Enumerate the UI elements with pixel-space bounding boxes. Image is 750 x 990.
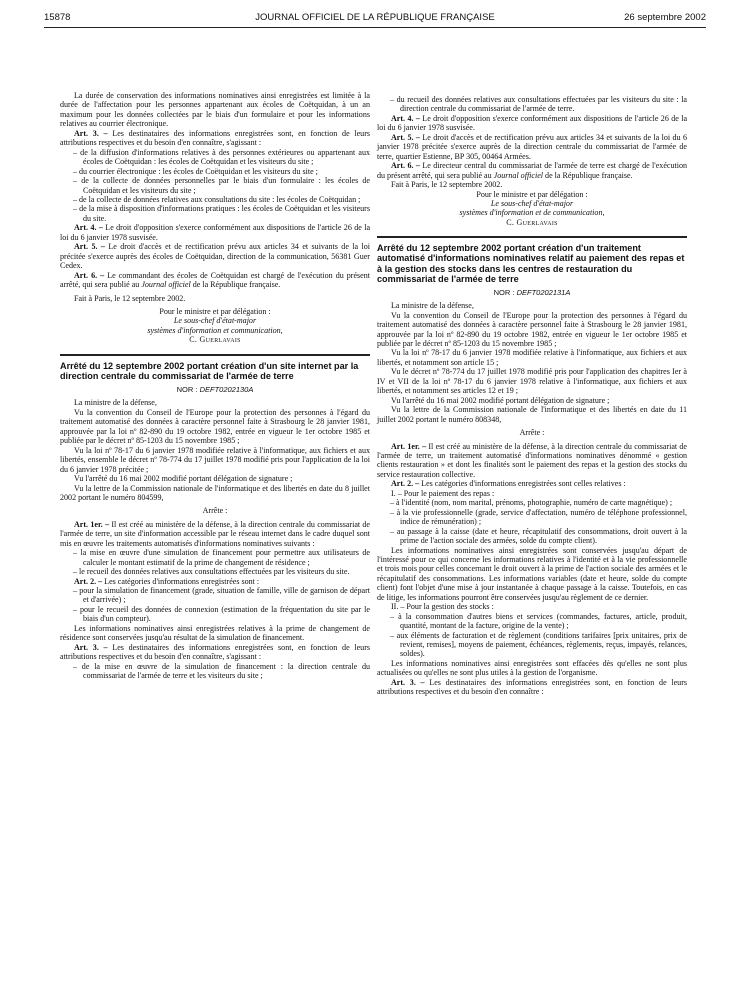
visa: Vu la lettre de la Commission nationale de l'informatique et des libertés en date du 8 juillet 2002 portant le numéro 804599, (60, 483, 370, 502)
list-item: – de la mise en œuvre de la simulation de financement : la direction centrale du commissariat de l'armée de terre et les visiteurs du site ; (73, 661, 370, 681)
article: Art. 5. – Le droit d'accès et de rectification prévu aux articles 34 et suivants de la loi précitée s'exerce auprès des écoles de Coëtquidan, direction de la communication, 56381 Guer Cedex. (60, 242, 370, 271)
decree-title: Arrêté du 12 septembre 2002 portant création d'un site internet par la direction centrale du commissariat de l'armée de terre (60, 360, 359, 381)
list-item: – du recueil des données relatives aux consultations effectuées par les visiteurs du site : la direction centrale du commissariat de l'armée de terre. (390, 95, 687, 114)
list-item: – de la diffusion d'informations relatives à des personnes extérieures ou appartenant aux écoles de Coëtquidan : les écoles de Coëtquidan et les visiteurs du site ; (73, 147, 370, 167)
article: Art. 1er. – Il est créé au ministère de la défense, à la direction centrale du commissariat de l'armée de terre, un site d'information accessible par le réseau internet dans le cadre duquel sont mis en œuvre les traitements automatisés d'informations nominatives suivants : (60, 519, 370, 548)
done-line: Fait à Paris, le 12 septembre 2002. (74, 293, 186, 303)
subsection: II. – Pour la gestion des stocks : (391, 602, 494, 612)
list-item: – pour la simulation de financement (grade, situation de famille, ville de garnison de départ et d'arrivée) ; (73, 586, 370, 605)
journal-title: JOURNAL OFFICIEL DE LA RÉPUBLIQUE FRANÇAISE (255, 12, 495, 23)
left-column (60, 91, 370, 681)
article: Art. 3. – Les destinataires des informations enregistrées sont, en fonction de leurs attributions respectives et du besoin d'en connaître : (377, 677, 688, 697)
list-item: – à la consommation d'autres biens et services (commandes, factures, article, produit, quantité, montant de la facture, origine de la vente) ; (390, 611, 687, 631)
list-item: – de la collecte de données relatives aux consultations du site : les écoles de Coëtquidan ; (73, 194, 361, 204)
list-item: – la mise en œuvre d'une simulation de financement pour permettre aux utilisateurs de calculer le montant estimatif de la prime de changement de résidence ; (73, 548, 370, 567)
paragraph: La durée de conservation des informations nominatives ainsi enregistrées est limitée à la durée de l'affectation pour les personnes appartenant aux écoles de Coëtquidan, à un an maximum pour les données collectées par le biais d'un formulaire et pour les informations relatives au courrier électronique. (60, 91, 370, 129)
minister-line: La ministre de la défense, (391, 301, 474, 311)
visa: Vu l'arrêté du 16 mai 2002 modifié portant délégation de signature ; (74, 474, 293, 484)
article: Art. 1er. – Il est créé au ministère de la défense, à la direction centrale du commissariat de l'armée de terre, un traitement automatisé d'informations nominatives dénommé « gestion clients restauration » et dont les finalités sont le paiement des repas et la gestion des stocks du service restauration collective. (377, 441, 687, 479)
decree-title: Arrêté du 12 septembre 2002 portant création d'un traitement automatisé d'informations nominatives relatif au paiement des repas et à la gestion des stocks dans les centres de restauration du commissariat de l'armée de terre (377, 243, 685, 284)
article: Art. 2. – Les catégories d'informations enregistrées sont celles relatives : (391, 479, 626, 489)
article: Art. 4. – Le droit d'opposition s'exerce conformément aux dispositions de l'article 26 de la loi du 6 janvier 1978 susvisée. (60, 223, 371, 242)
list-item: – de la collecte de données personnelles par le biais d'un formulaire : les écoles de Coëtquidan et les visiteurs du site ; (73, 176, 370, 195)
visa: Vu la loi nº 78-17 du 6 janvier 1978 modifiée relative à l'informatique, aux fichiers et aux libertés, ensemble le décret nº 78-774 du 17 juillet 1978 modifié pris pour l'application de la loi du 6 janvier 1978 précitée ; (60, 445, 370, 474)
article: Art. 6. – Le directeur central du commissariat de l'armée de terre est chargé de l'exécution du présent arrêté, qui sera publié au Journal officiel de la République française. (377, 161, 688, 180)
signature-block: Pour le ministre et par délégation : Le sous-chef d'état-major systèmes d'information et de communication, C. Guerlavais (459, 189, 605, 227)
section-rule (377, 236, 687, 238)
list-item: – de la mise à disposition d'informations pratiques : les écoles de Coëtquidan et les visiteurs du site. (73, 204, 370, 223)
paragraph: Les informations nominatives ainsi enregistrées relatives à la prime de changement de résidence sont conservées jusqu'au résultat de la simulation de financement. (60, 623, 370, 643)
right-column (377, 95, 687, 697)
header-rule (44, 27, 706, 28)
arrete-label: Arrête : (519, 428, 545, 438)
article: Art. 6. – Le commandant des écoles de Coëtquidan est chargé de l'exécution du présent arrêté, qui sera publié au Journal officiel de la République française. (60, 270, 370, 290)
visa: Vu la lettre de la Commission nationale de l'informatique et des libertés en date du 11 juillet 2002 portant le numéro 808348, (377, 405, 687, 424)
list-item: – du courrier électronique : les écoles de Coëtquidan et les visiteurs du site ; (73, 166, 318, 176)
arrete-label: Arrête : (202, 506, 228, 516)
nor-reference: NOR : DEFT0202130A (176, 384, 254, 394)
section-rule (60, 354, 370, 356)
subsection: I. – Pour le paiement des repas : (391, 488, 495, 498)
list-item: – au passage à la caisse (date et heure, récapitulatif des consommations, droit ouvert à la prime de l'action sociale des armées, solde du compte client). (390, 526, 687, 546)
visa: Vu l'arrêté du 16 mai 2002 modifié portant délégation de signature ; (391, 395, 610, 405)
nor-reference: NOR : DEFT0202131A (493, 287, 571, 297)
article: Art. 5. – Le droit d'accès et de rectification prévu aux articles 34 et suivants de la loi du 6 janvier 1978 précitée s'exerce auprès de la direction centrale du commissariat de l'armée de terre, quartier Estienne, BP 305, 00464 Armées. (377, 132, 687, 161)
visa: Vu la loi nº 78-17 du 6 janvier 1978 modifiée relative à l'informatique, aux fichiers et aux libertés, et notamment son article 15 ; (377, 348, 687, 367)
issue-date: 26 septembre 2002 (624, 12, 706, 23)
signature-block: Pour le ministre et par délégation : Le sous-chef d'état-major systèmes d'information et communication, C. Guerlavais (147, 306, 283, 345)
list-item: – le recueil des données relatives aux consultations effectuées par les visiteurs du site. (73, 567, 350, 577)
visa: Vu le décret nº 78-774 du 17 juillet 1978 modifié pris pour l'application des chapitres Ier à IV et VII de la loi nº 78-17 du 6 janvier 1978 relative à l'informatique, aux fichiers et aux libertés, et notamment ses articles 12 et 19 ; (377, 367, 687, 396)
page-header (44, 12, 706, 26)
article: Art. 2. – Les catégories d'informations enregistrées sont : (74, 576, 260, 586)
article: Art. 3. – Les destinataires des informations enregistrées sont, en fonction de leurs attributions respectives et du besoin d'en connaître, s'agissant : (60, 642, 371, 662)
list-item: – aux éléments de facturation et de règlement (conditions tarifaires [prix unitaires, prix de revient, remises], moyens de paiement, échéances, règlements, reçus, impayés, relances, soldes). (390, 630, 687, 659)
minister-line: La ministre de la défense, (74, 398, 157, 408)
article: Art. 4. – Le droit d'opposition s'exerce conformément aux dispositions de l'article 26 de la loi du 6 janvier 1978 susvisée. (377, 113, 688, 133)
list-item: – à l'identité (nom, nom marital, prénoms, photographie, numéro de carte magnétique) ; (390, 498, 673, 508)
visa: Vu la convention du Conseil de l'Europe pour la protection des personnes à l'égard du traitement automatisé des données à caractère personnel faite à Strasbourg le 28 janvier 1981, approuvée par la loi nº 82-890 du 19 octobre 1982, entrée en vigueur le 1er octobre 1985 et publiée par le décret nº 85-1203 du 15 novembre 1985 ; (60, 407, 370, 446)
page-number: 15878 (44, 12, 71, 23)
paragraph: Les informations nominatives ainsi enregistrées sont effacées dès qu'elles ne sont plus actualisées ou qu'elles ne sont plus utiles à la gestion de l'organisme. (377, 658, 687, 678)
list-item: – à la vie professionnelle (grade, service d'affectation, numéro de téléphone professionnel, indice de rémunération) ; (390, 507, 687, 527)
visa: Vu la convention du Conseil de l'Europe pour la protection des personnes à l'égard du traitement automatisé des données à caractère personnel faite à Strasbourg le 28 janvier 1981, approuvée par la loi nº 82-890 du 19 octobre 1982, entrée en vigueur le 1er octobre 1985 et publiée par le décret nº 85-1203 du 15 novembre 1985 ; (377, 310, 687, 348)
done-line: Fait à Paris, le 12 septembre 2002. (391, 180, 503, 190)
list-item: – pour le recueil des données de connexion (estimation de la fréquentation du site par le biais d'un compteur). (73, 604, 370, 624)
article: Art. 3. – Les destinataires des informations enregistrées sont, en fonction de leurs attributions respectives et du besoin d'en connaître, s'agissant : (60, 128, 371, 148)
paragraph: Les informations nominatives ainsi enregistrées sont conservées jusqu'au départ de l'intéressé pour ce qui concerne les informations relatives à l'identité et à la vie professionnelle et trois mois pour celles concernant le droit ouvert à la prime de l'action sociale des armées et le récapitulatif des consommations. Les informations variables (date et heure, solde du compte client) font l'objet d'une mise à jour instantanée à chaque passage à la caisse. Toutefois, en cas de litige, les informations pourront être conservées jusqu'au règlement de ce dernier. (377, 545, 687, 602)
